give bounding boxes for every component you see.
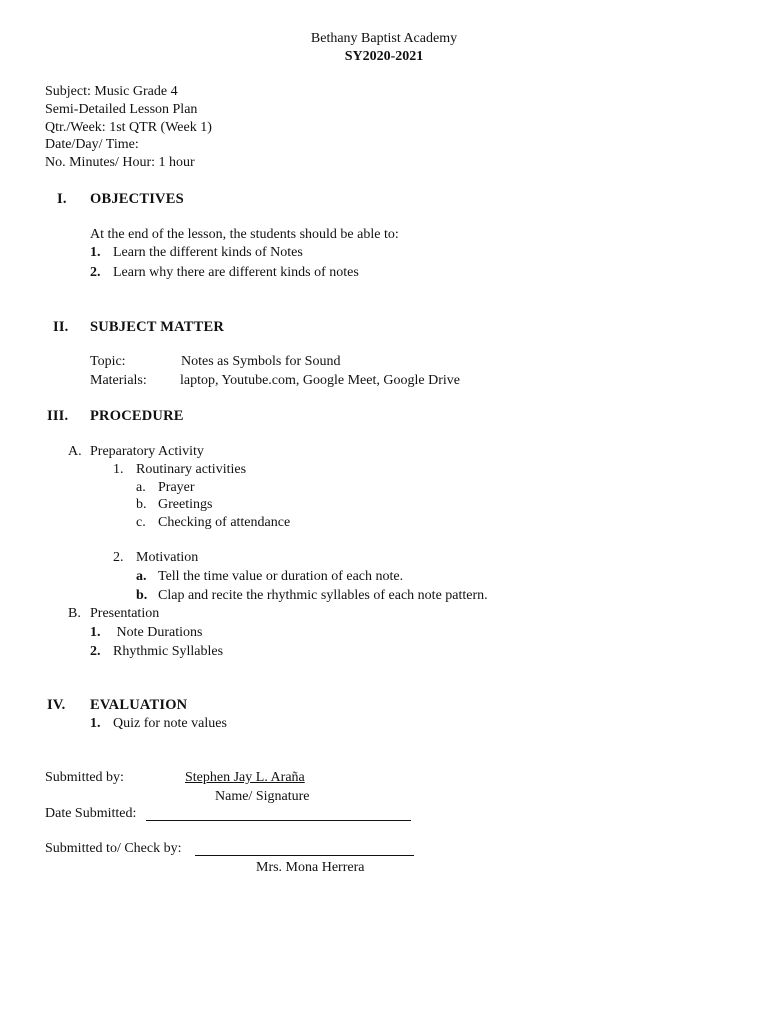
procedure-a-label: A. (68, 444, 82, 459)
objective-number: 1. (90, 245, 101, 260)
submitted-by-label: Submitted by: (45, 770, 124, 785)
list-item: Quiz for note values (113, 716, 227, 731)
section-title-objectives: OBJECTIVES (90, 191, 184, 207)
list-marker: b. (136, 588, 148, 603)
list-item: Note Durations (113, 625, 203, 640)
list-item: Greetings (158, 497, 213, 512)
submitted-by-name: Stephen Jay L. Araña (185, 770, 305, 785)
objective-number: 2. (90, 265, 101, 280)
minutes-line: No. Minutes/ Hour: 1 hour (45, 155, 195, 170)
list-marker: a. (136, 480, 146, 495)
qtr-week-line: Qtr./Week: 1st QTR (Week 1) (45, 120, 212, 135)
procedure-a-text: Preparatory Activity (90, 444, 204, 459)
school-year: SY2020-2021 (344, 49, 424, 64)
section-title-procedure: PROCEDURE (90, 408, 184, 424)
section-title-subject-matter: SUBJECT MATTER (90, 319, 225, 335)
list-item: Checking of attendance (158, 515, 291, 530)
subject-line: Subject: Music Grade 4 (45, 84, 178, 99)
list-item: Clap and recite the rhythmic syllables of each note pattern. (158, 588, 488, 603)
date-submitted-label: Date Submitted: (45, 806, 137, 821)
date-submitted-blank (146, 820, 411, 821)
section-title-evaluation: EVALUATION (90, 697, 188, 713)
list-marker: 1. (90, 716, 101, 731)
procedure-a2-number: 2. (113, 550, 124, 565)
list-marker: 2. (90, 644, 101, 659)
checker-name: Mrs. Mona Herrera (256, 860, 365, 875)
list-item: Tell the time value or duration of each note. (158, 569, 404, 584)
objective-item: Learn why there are different kinds of notes (113, 265, 359, 280)
procedure-b-label: B. (68, 606, 81, 621)
school-name: Bethany Baptist Academy (310, 31, 458, 46)
section-number-subject-matter: II. (53, 319, 69, 335)
objectives-intro: At the end of the lesson, the students should be able to: (90, 227, 399, 242)
procedure-b-text: Presentation (90, 606, 160, 621)
submitted-to-signature-blank (195, 855, 414, 856)
list-marker: 1. (90, 625, 101, 640)
section-number-objectives: I. (57, 191, 67, 207)
list-marker: b. (136, 497, 147, 512)
date-day-time-line: Date/Day/ Time: (45, 137, 139, 152)
list-item: Rhythmic Syllables (113, 644, 224, 659)
procedure-a1-text: Routinary activities (136, 462, 247, 477)
procedure-a1-number: 1. (113, 462, 124, 477)
list-marker: c. (136, 515, 146, 530)
list-marker: a. (136, 569, 147, 584)
plan-type: Semi-Detailed Lesson Plan (45, 102, 198, 117)
section-number-procedure: III. (47, 408, 69, 424)
topic-value: Notes as Symbols for Sound (181, 354, 341, 369)
name-signature-caption: Name/ Signature (215, 789, 310, 804)
materials-label: Materials: (90, 373, 147, 388)
topic-label: Topic: (90, 354, 126, 369)
section-number-evaluation: IV. (47, 697, 66, 713)
materials-value: laptop, Youtube.com, Google Meet, Google Drive (180, 373, 460, 388)
objective-item: Learn the different kinds of Notes (113, 245, 303, 260)
submitted-to-label: Submitted to/ Check by: (45, 841, 182, 856)
procedure-a2-text: Motivation (136, 550, 199, 565)
list-item: Prayer (158, 480, 195, 495)
